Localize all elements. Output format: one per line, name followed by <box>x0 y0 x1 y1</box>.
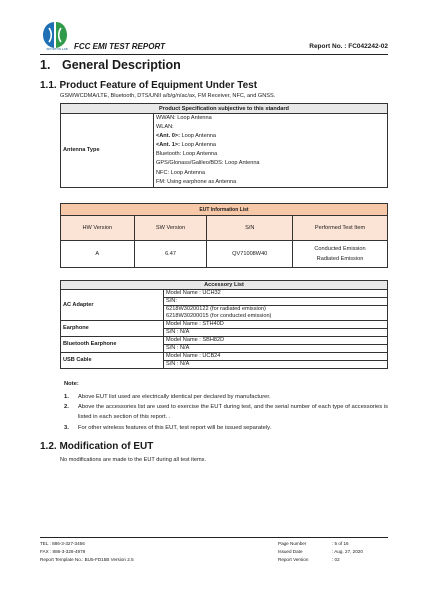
accessory-detail: Model Name : SBH82D <box>164 337 388 345</box>
accessory-detail: Model Name : UCB24 <box>164 353 388 361</box>
footer-values <box>332 540 363 564</box>
eut-hw-version: A <box>61 241 135 268</box>
note-number: 2. <box>64 404 69 410</box>
accessory-detail: S/N: <box>164 298 388 306</box>
eut-header-sw: SW Version <box>134 216 207 241</box>
footer-tel: TEL : 886-3-327-3456 <box>40 541 85 546</box>
eut-table-caption: EUT Information List <box>61 204 388 216</box>
accessory-label: USB Cable <box>61 353 164 369</box>
eut-header-sn: S/N <box>207 216 293 241</box>
eut-test-items: Conducted Emission Radiated Emission <box>293 241 388 268</box>
antenna-line: <Ant. 0>: Loop Antenna <box>156 133 217 140</box>
antenna-type-label: Antenna Type <box>61 114 154 188</box>
antenna-line: NFC: Loop Antenna <box>156 169 206 176</box>
footer-page-label: Page Number <box>278 541 307 546</box>
note-text: For other wireless features of this EUT, test report will be issued separately. <box>78 425 272 431</box>
product-spec-table <box>60 103 388 188</box>
footer-version-value: : 02 <box>332 557 340 562</box>
footer-issued-label: Issued Date <box>278 549 303 554</box>
accessory-label: AC Adapter <box>61 290 164 321</box>
report-number: Report No. : FC042242-02 <box>309 43 388 50</box>
antenna-line: WLAN: <box>156 124 174 131</box>
accessory-detail: S/N : N/A <box>164 361 388 369</box>
antenna-line: GPS/Glonass/Galileo/BDS: Loop Antenna <box>156 160 260 167</box>
footer-fax: FAX : 886-3-328-4978 <box>40 549 86 554</box>
antenna-line: <Ant. 1>: Loop Antenna <box>156 142 217 149</box>
footer-page-value: : 5 of 16 <box>332 541 349 546</box>
accessory-detail: 6218W30200015 (for conducted emission) <box>164 313 388 321</box>
accessory-detail: Model Name : STH40D <box>164 321 388 329</box>
header-title: FCC EMI TEST REPORT <box>74 42 165 51</box>
antenna-line: WWAN: Loop Antenna <box>156 115 212 121</box>
page-header <box>40 18 388 54</box>
spec-table-caption: Product Specification subjective to this standard <box>61 104 388 114</box>
accessory-label: Bluetooth Earphone <box>61 337 164 353</box>
accessory-table <box>60 280 388 369</box>
subsection-heading-1-2: 1.2. Modification of EUT <box>40 441 154 452</box>
subsection-heading-1-1: 1.1. Product Feature of Equipment Under Test <box>40 80 258 91</box>
note-text: Above the accessories list are used to exercise the EUT during test, and the serial number of each type of accessories is listed in each section of this report. . <box>78 404 388 420</box>
note-title: Note: <box>64 381 79 387</box>
logo-text: SPORTON LAB <box>46 47 68 51</box>
accessory-detail: S/N : N/A <box>164 345 388 353</box>
section-heading: 1. General Description <box>40 58 181 72</box>
product-feature-text: GSM/WCDMA/LTE, Bluetooth, DTS/UNII a/b/g/n/ac/ax, FM Receiver, NFC, and GNSS. <box>60 93 276 99</box>
eut-header-test-item: Performed Test Item <box>293 216 388 241</box>
antenna-type-values <box>154 114 388 188</box>
accessory-detail: Model Name : UCH32 <box>164 290 388 298</box>
footer-issued-value: : Aug. 27, 2020 <box>332 549 363 554</box>
footer-contact <box>40 540 134 564</box>
accessory-detail: 6218W30200122 (for radiated emission) <box>164 306 388 314</box>
eut-info-table <box>60 203 388 268</box>
note-text: Above EUT list used are electrically identical per declared by manufacturer. <box>78 394 271 400</box>
antenna-line: Bluetooth: Loop Antenna <box>156 151 218 158</box>
eut-serial-number: QV71008W40 <box>207 241 293 268</box>
eut-sw-version: 6.47 <box>134 241 207 268</box>
footer-version-label: Report Version <box>278 557 309 562</box>
accessory-detail: S/N : N/A <box>164 329 388 337</box>
note-number: 1. <box>64 394 69 400</box>
note-number: 3. <box>64 425 69 431</box>
accessory-table-caption: Accessory List <box>61 281 388 290</box>
eut-header-hw: HW Version <box>61 216 135 241</box>
accessory-label: Earphone <box>61 321 164 337</box>
footer-labels <box>278 540 308 564</box>
antenna-line: FM: Using earphone as Antenna <box>156 178 237 185</box>
header-divider <box>40 54 388 55</box>
modification-text: No modifications are made to the EUT during all test items. <box>60 457 207 463</box>
footer-divider <box>40 537 388 538</box>
footer-template: Report Template No.: BU5-FD15B Version 2.5 <box>40 557 134 562</box>
